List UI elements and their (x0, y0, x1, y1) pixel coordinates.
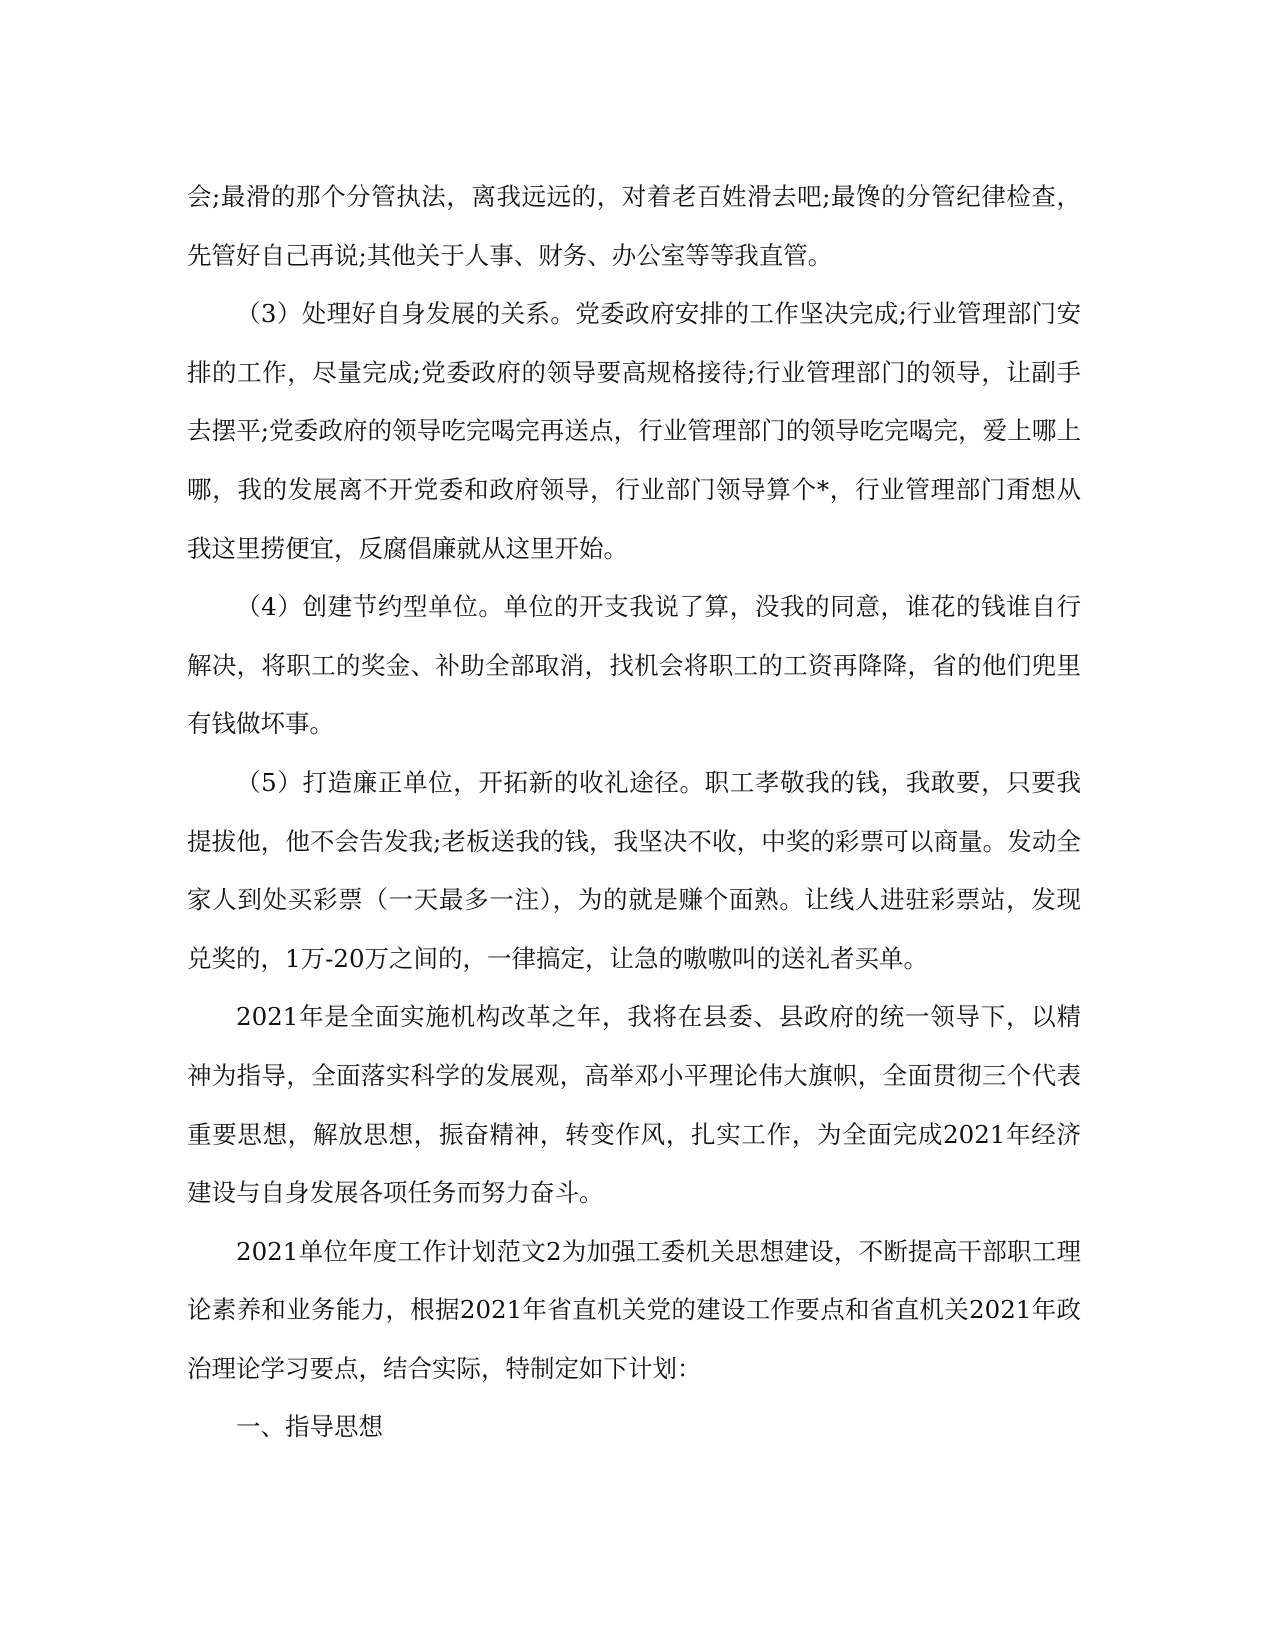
paragraph-continuation: 会;最滑的那个分管执法，离我远远的，对着老百姓滑去吧;最馋的分管纪律检查，先管好自己再说;其他关于人事、财务、办公室等等我直管。 (187, 182, 1081, 270)
paragraph-item-3: （3）处理好自身发展的关系。党委政府安排的工作坚决完成;行业管理部门安排的工作，尽量完成;党委政府的领导要高规格接待;行业管理部门的领导，让副手去摆平;党委政府的领导吃完喝完再送点，行业管理部门的领导吃完喝完，爱上哪上哪，我的发展离不开党委和政府领导，行业部门领导算个*，行业管理部门甭想从我这里捞便宜，反腐倡廉就从这里开始。 (187, 299, 1081, 563)
section-heading-guiding-ideology: 一、指导思想 (236, 1412, 383, 1442)
paragraph-item-5: （5）打造廉正单位，开拓新的收礼途径。职工孝敬我的钱，我敢要，只要我提拔他，他不会告发我;老板送我的钱，我坚决不收，中奖的彩票可以商量。发动全家人到处买彩票（一天最多一注），为的就是赚个面熟。让线人进驻彩票站，发现兑奖的，1万-20万之间的，一律搞定，让急的嗷嗷叫的送礼者买单。 (187, 767, 1081, 973)
document-body (187, 168, 1081, 1457)
paragraph-plan-intro: 2021单位年度工作计划范文2为加强工委机关思想建设，不断提高干部职工理论素养和业务能力，根据2021年省直机关党的建设工作要点和省直机关2021年政治理论学习要点，结合实际，特制定如下计划： (187, 1236, 1081, 1383)
paragraph-2021-summary: 2021年是全面实施机构改革之年，我将在县委、县政府的统一领导下，以精神为指导，全面落实科学的发展观，高举邓小平理论伟大旗帜，全面贯彻三个代表重要思想，解放思想，振奋精神，转变作风，扎实工作，为全面完成2021年经济建设与自身发展各项任务而努力奋斗。 (187, 1002, 1081, 1208)
paragraph-item-4: （4）创建节约型单位。单位的开支我说了算，没我的同意，谁花的钱谁自行解决，将职工的奖金、补助全部取消，找机会将职工的工资再降降，省的他们兜里有钱做坏事。 (187, 592, 1081, 739)
